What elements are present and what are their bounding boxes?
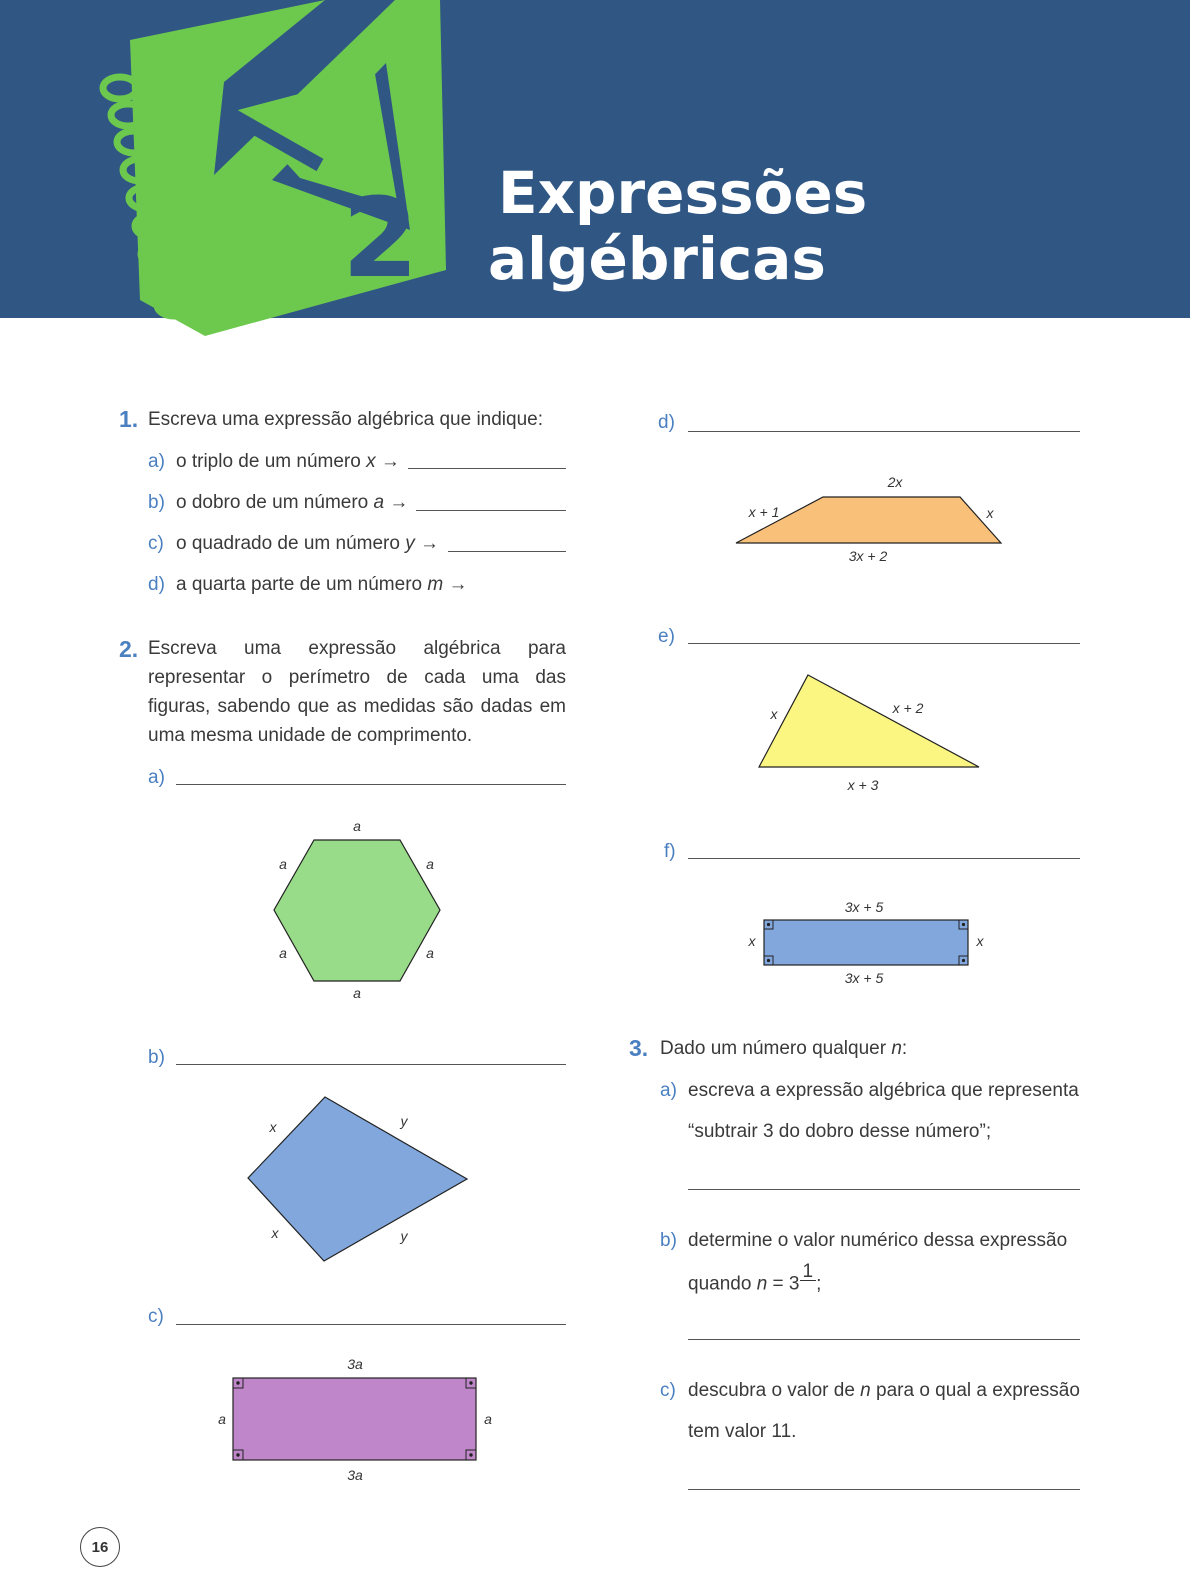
- kite-shape: [248, 1097, 467, 1261]
- rectx-label-right: x: [976, 933, 984, 949]
- q3c-answer-line[interactable]: [688, 1489, 1080, 1490]
- q2d-letter: d): [658, 412, 675, 433]
- kite-label-top-right: y: [400, 1113, 408, 1129]
- tri-label-right: x + 2: [892, 700, 924, 716]
- rectx-label-top: 3x + 5: [844, 899, 884, 915]
- hex-label-top: a: [353, 818, 361, 834]
- q1d-text: a quarta parte de um número m →: [176, 574, 468, 595]
- q2e-letter: e): [658, 626, 675, 647]
- fraction-half: 1: [800, 1264, 817, 1293]
- q3-prompt: Dado um número qualquer n:: [660, 1038, 908, 1059]
- q1-number: 1.: [119, 406, 139, 432]
- q3-number: 3.: [629, 1035, 649, 1061]
- q3c-line2: tem valor 11.: [688, 1421, 797, 1442]
- kite-label-bottom-left: x: [271, 1225, 279, 1241]
- rect3a-label-bottom: 3a: [347, 1467, 363, 1483]
- q2a-letter: a): [148, 767, 165, 788]
- tri-label-bottom: x + 3: [847, 777, 879, 793]
- q1-prompt: Escreva uma expressão algébrica que indique:: [148, 409, 544, 430]
- q3b-line2: quando n = 3 1 ;: [688, 1261, 822, 1295]
- q1b-letter: b): [148, 492, 165, 513]
- q2d-answer-line[interactable]: [688, 431, 1080, 432]
- q2b-answer-line[interactable]: [176, 1064, 566, 1065]
- kite-label-bottom-right: y: [400, 1228, 408, 1244]
- rect3a-label-right: a: [484, 1411, 492, 1427]
- q3a-letter: a): [660, 1080, 677, 1101]
- trap-label-top: 2x: [887, 474, 903, 490]
- tri-label-left: x: [770, 706, 778, 722]
- q2e-answer-line[interactable]: [688, 643, 1080, 644]
- q1c-text: o quadrado de um número y →: [176, 533, 439, 554]
- rect3a-label-top: 3a: [347, 1356, 363, 1372]
- hex-label-bottom: a: [353, 985, 361, 1001]
- hex-label-top-right: a: [426, 856, 434, 872]
- q3a-answer-line[interactable]: [688, 1189, 1080, 1190]
- q2b-letter: b): [148, 1047, 165, 1068]
- q2c-answer-line[interactable]: [176, 1324, 566, 1325]
- q2-prompt: Escreva uma expressão algébrica para representar o perímetro de cada uma das figuras, sabendo que as medidas são dadas em uma mesma unidade de comprimento.: [148, 638, 566, 746]
- rectx-label-left: x: [748, 933, 756, 949]
- hex-label-bottom-right: a: [426, 945, 434, 961]
- q3b-answer-line[interactable]: [688, 1339, 1080, 1340]
- hex-label-top-left: a: [279, 856, 287, 872]
- q1d-letter: d): [148, 574, 165, 595]
- q1b-text: o dobro de um número a →: [176, 492, 409, 513]
- trap-label-left: x + 1: [748, 504, 780, 520]
- rectx-label-bottom: 3x + 5: [844, 970, 884, 986]
- chapter-number: 2: [342, 174, 419, 302]
- q2c-letter: c): [148, 1306, 164, 1327]
- q2f-answer-line[interactable]: [688, 858, 1080, 859]
- hexagon-shape: [274, 840, 440, 981]
- trap-label-right: x: [986, 505, 994, 521]
- q1c-letter: c): [148, 533, 164, 554]
- q1a-letter: a): [148, 451, 165, 472]
- q3a-line2: “subtrair 3 do dobro desse número”;: [688, 1121, 992, 1142]
- q2f-letter: f): [664, 841, 676, 862]
- triangle-shape: [759, 675, 979, 767]
- rect3a-label-left: a: [218, 1411, 226, 1427]
- page-number: 16: [80, 1527, 120, 1567]
- q3c-line1: descubra o valor de n para o qual a expressão: [688, 1380, 1080, 1401]
- chapter-title-line2: algébricas: [488, 225, 826, 293]
- rectangle-3x5-shape: [764, 920, 968, 965]
- hex-label-bottom-left: a: [279, 945, 287, 961]
- rectangle-3a-shape: [233, 1378, 476, 1460]
- kite-label-top-left: x: [269, 1119, 277, 1135]
- q2-number: 2.: [119, 636, 139, 662]
- q3a-line1: escreva a expressão algébrica que representa: [688, 1080, 1079, 1101]
- q3b-letter: b): [660, 1230, 677, 1251]
- q1a-text: o triplo de um número x →: [176, 451, 400, 472]
- trap-label-bottom: 3x + 2: [848, 548, 888, 564]
- q3c-letter: c): [660, 1380, 676, 1401]
- q3b-line1: determine o valor numérico dessa expressão: [688, 1230, 1068, 1251]
- chapter-title-line1: Expressões: [498, 159, 868, 227]
